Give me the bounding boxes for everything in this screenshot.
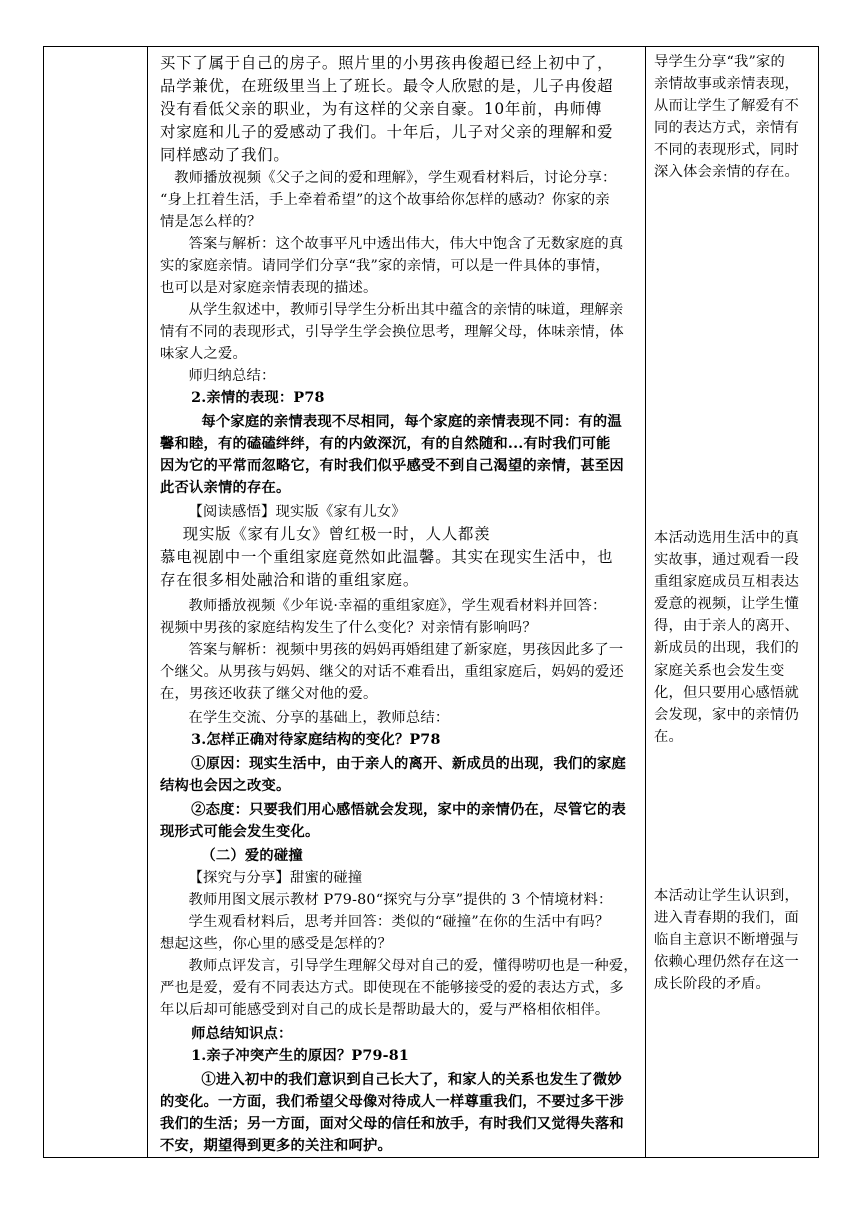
point1-title: 1.亲子冲突产生的原因？P79-81 xyxy=(160,1048,410,1064)
summary2-line: 在学生交流、分享的基础上，教师总结： xyxy=(160,710,450,726)
text-line: 现形式可能会发生变化。 xyxy=(160,824,320,841)
text-line: 同样感动了我们。 xyxy=(160,145,290,164)
text-line: 想起这些，你心里的感受是怎样的？ xyxy=(160,936,392,953)
text-line: 学生观看材料后，思考并回答：类似的“碰撞”在你的生活中有吗？ xyxy=(160,914,610,930)
content-column-cell xyxy=(148,47,646,1157)
story-paragraph xyxy=(160,52,642,167)
text-line: 味家人之爱。 xyxy=(160,346,247,363)
text-line: 临自主意识不断增强与 xyxy=(654,932,799,949)
text-line: 答案与解析：视频中男孩的妈妈再婚组建了新家庭，男孩因此多了一 xyxy=(160,642,624,658)
summary3-line: 师总结知识点： xyxy=(160,1026,293,1042)
point1-body xyxy=(160,1069,642,1157)
point2-title: 2.亲情的表现：P78 xyxy=(160,390,325,406)
text-line: 因为它的平常而忽略它，有时我们似乎感受不到自己渴望的亲情，甚至因 xyxy=(160,458,624,475)
text-line: 实故事，通过观看一段 xyxy=(654,552,799,569)
text-line: 慕电视剧中一个重组家庭竟然如此温馨。其实在现实生活中，也 xyxy=(160,547,614,566)
point3-attitude xyxy=(160,799,642,843)
design-note-1 xyxy=(654,51,812,184)
text-line: 不安，期望得到更多的关注和呵护。 xyxy=(160,1138,392,1155)
text-line: 教师播放视频《少年说·幸福的重组家庭》，学生观看材料并回答： xyxy=(160,598,607,614)
teacher-comment xyxy=(160,955,642,1021)
section2-title: （二）爱的碰撞 xyxy=(160,848,303,864)
explore-question xyxy=(160,911,642,955)
reading-body xyxy=(160,523,642,592)
text-line: ①进入初中的我们意识到自己长大了，和家人的关系也发生了微妙 xyxy=(160,1072,622,1088)
design-note-3 xyxy=(654,885,812,995)
answer1-paragraph xyxy=(160,233,642,299)
text-line: 馨和睦，有的磕磕绊绊，有的内敛深沉，有的自然随和...有时我们可能 xyxy=(160,436,611,453)
text-line: 新成员的出现，我们的 xyxy=(654,640,799,657)
video2-paragraph xyxy=(160,595,642,639)
text-line: 此否认亲情的存在。 xyxy=(160,480,291,497)
text-line: 存在很多相处融洽和谐的重组家庭。 xyxy=(160,570,420,589)
video1-paragraph xyxy=(160,167,642,233)
text-line: 年以后却可能感受到对自己的成长是帮助最大的，爱与严格相依相伴。 xyxy=(160,1002,610,1019)
text-line: 成长阶段的矛盾。 xyxy=(654,976,770,993)
text-line: 重组家庭成员互相表达 xyxy=(654,574,799,591)
lesson-plan-table xyxy=(43,46,819,1158)
text-line: 本活动让学生认识到， xyxy=(654,888,799,904)
text-line: ①原因：现实生活中，由于亲人的离开、新成员的出现，我们的家庭 xyxy=(160,756,626,772)
text-line: 结构也会因之改变。 xyxy=(160,778,291,795)
text-line: 深入体会亲情的存在。 xyxy=(654,164,799,181)
text-line: 视频中男孩的家庭结构发生了什么变化？对亲情有影响吗？ xyxy=(160,620,537,637)
text-line: 没有看低父亲的职业，为有这样的父亲自豪。10年前，冉师傅 xyxy=(160,99,603,118)
text-line: 答案与解析：这个故事平凡中透出伟大，伟大中饱含了无数家庭的真 xyxy=(160,236,624,252)
answer2-paragraph xyxy=(160,639,642,705)
point3-title: 3.怎样正确对待家庭结构的变化？P78 xyxy=(160,732,441,748)
left-column-cell xyxy=(44,47,148,1157)
text-line: 买下了属于自己的房子。照片里的小男孩冉俊超已经上初中了， xyxy=(160,54,614,72)
text-line: 爱意的视频，让学生懂 xyxy=(654,596,799,613)
explore-title: 【探究与分享】甜蜜的碰撞 xyxy=(160,870,363,886)
text-line: 本活动选用生活中的真 xyxy=(654,530,799,546)
design-note-2 xyxy=(654,527,812,748)
text-line: ②态度：只要我们用心感悟就会发现，家中的亲情仍在，尽管它的表 xyxy=(160,802,626,818)
text-line: 的变化。一方面，我们希望父母像对待成人一样尊重我们，不要过多干涉 xyxy=(160,1094,624,1111)
text-line: 现实版《家有儿女》曾红极一时，人人都羡 xyxy=(160,525,491,543)
text-line: 亲情故事或亲情表现， xyxy=(654,76,799,93)
text-line: 在，男孩还收获了继父对他的爱。 xyxy=(160,686,378,703)
text-line: 导学生分享“我”家的 xyxy=(654,54,785,70)
text-line: 教师播放视频《父子之间的爱和理解》，学生观看材料后，讨论分享： xyxy=(160,170,617,186)
text-line: 同的表达方式，亲情有 xyxy=(654,120,799,137)
text-line: 情有不同的表现形式，引导学生学会换位思考，理解父母，体味亲情，体 xyxy=(160,324,624,341)
text-line: 严也是爱，爱有不同表达方式。即使现在不能够接受的爱的表达方式，多 xyxy=(160,980,624,997)
text-line: 教师点评发言，引导学生理解父母对自己的爱，懂得唠叨也是一种爱， xyxy=(160,958,638,974)
text-line: 对家庭和儿子的爱感动了我们。十年后，儿子对父亲的理解和爱 xyxy=(160,122,614,141)
text-line: 实的家庭亲情。请同学们分享“我”家的亲情，可以是一件具体的事情， xyxy=(160,258,610,275)
text-line: 得，由于亲人的离开、 xyxy=(654,618,799,635)
text-line: 依赖心理仍然存在这一 xyxy=(654,954,799,971)
explore-body: 教师用图文展示教材 P79-80“探究与分享”提供的 3 个情境材料： xyxy=(160,892,613,908)
text-line: 从而让学生了解爱有不 xyxy=(654,98,799,115)
text-line: 家庭关系也会发生变 xyxy=(654,662,785,679)
text-line: 每个家庭的亲情表现不尽相同，每个家庭的亲情表现不同：有的温 xyxy=(160,414,622,430)
text-line: 个继父。从男孩与妈妈、继父的对话不难看出，重组家庭后，妈妈的爱还 xyxy=(160,664,624,681)
text-line: 进入青春期的我们，面 xyxy=(654,910,799,927)
text-line: 会发现，家中的亲情仍 xyxy=(654,706,799,723)
reading-title: 【阅读感悟】现实版《家有儿女》 xyxy=(160,504,406,520)
text-line: 从学生叙述中，教师引导学生分析出其中蕴含的亲情的味道，理解亲 xyxy=(160,302,624,318)
point2-body xyxy=(160,411,642,499)
text-line: 品学兼优，在班级里当上了班长。最令人欣慰的是，儿子冉俊超 xyxy=(160,76,614,95)
summary1-line: 师归纳总结： xyxy=(160,368,276,384)
text-line: 在。 xyxy=(654,728,683,745)
text-line: 化，但只要用心感悟就 xyxy=(654,684,799,701)
guide1-paragraph xyxy=(160,299,642,365)
point3-reason xyxy=(160,753,642,797)
text-line: “身上扛着生活，手上牵着希望”的这个故事给你怎样的感动？你家的亲 xyxy=(160,192,610,209)
text-line: 不同的表现形式，同时 xyxy=(654,142,799,159)
text-line: 也可以是对家庭亲情表现的描述。 xyxy=(160,280,378,297)
design-intent-column-cell xyxy=(646,47,818,1157)
text-line: 情是怎么样的？ xyxy=(160,214,262,231)
text-line: 我们的生活；另一方面，面对父母的信任和放手，有时我们又觉得失落和 xyxy=(160,1116,624,1133)
